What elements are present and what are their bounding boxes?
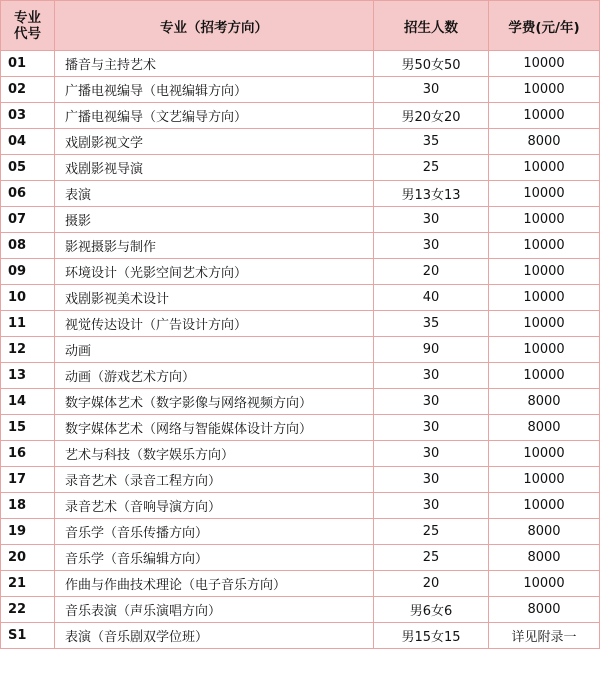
- cell-major: 广播电视编导（文艺编导方向）: [55, 103, 374, 129]
- cell-tuition: 10000: [489, 467, 600, 493]
- cell-tuition: 8000: [489, 597, 600, 623]
- cell-enrollment: 30: [374, 441, 489, 467]
- cell-code: S1: [1, 623, 55, 649]
- cell-major: 戏剧影视导演: [55, 155, 374, 181]
- cell-tuition: 10000: [489, 285, 600, 311]
- cell-enrollment: 男15女15: [374, 623, 489, 649]
- cell-tuition: 8000: [489, 389, 600, 415]
- table-row: [1, 363, 600, 389]
- cell-major: 音乐学（音乐编辑方向）: [55, 545, 374, 571]
- cell-enrollment: 男13女13: [374, 181, 489, 207]
- cell-enrollment: 25: [374, 519, 489, 545]
- cell-code: 08: [1, 233, 55, 259]
- header-tuition: 学费(元/年): [489, 1, 600, 51]
- cell-tuition: 10000: [489, 155, 600, 181]
- cell-tuition: 10000: [489, 207, 600, 233]
- cell-enrollment: 90: [374, 337, 489, 363]
- table-row: [1, 597, 600, 623]
- cell-enrollment: 30: [374, 207, 489, 233]
- cell-major: 数字媒体艺术（网络与智能媒体设计方向）: [55, 415, 374, 441]
- table-row: [1, 233, 600, 259]
- cell-tuition: 8000: [489, 129, 600, 155]
- cell-tuition: 10000: [489, 259, 600, 285]
- cell-major: 作曲与作曲技术理论（电子音乐方向）: [55, 571, 374, 597]
- cell-enrollment: 25: [374, 155, 489, 181]
- cell-major: 摄影: [55, 207, 374, 233]
- cell-code: 01: [1, 51, 55, 77]
- header-code: [1, 1, 55, 51]
- cell-code: 04: [1, 129, 55, 155]
- cell-code: 16: [1, 441, 55, 467]
- cell-enrollment: 20: [374, 571, 489, 597]
- cell-code: 19: [1, 519, 55, 545]
- cell-major: 广播电视编导（电视编辑方向）: [55, 77, 374, 103]
- table-row: [1, 415, 600, 441]
- cell-code: 03: [1, 103, 55, 129]
- cell-major: 音乐表演（声乐演唱方向）: [55, 597, 374, 623]
- cell-code: 21: [1, 571, 55, 597]
- cell-code: 20: [1, 545, 55, 571]
- cell-enrollment: 25: [374, 545, 489, 571]
- cell-code: 17: [1, 467, 55, 493]
- cell-major: 视觉传达设计（广告设计方向）: [55, 311, 374, 337]
- table-row: [1, 51, 600, 77]
- cell-tuition: 详见附录一: [489, 623, 600, 649]
- cell-major: 动画（游戏艺术方向）: [55, 363, 374, 389]
- table-row: [1, 467, 600, 493]
- cell-tuition: 10000: [489, 103, 600, 129]
- cell-tuition: 10000: [489, 441, 600, 467]
- cell-enrollment: 男50女50: [374, 51, 489, 77]
- table-header: [1, 1, 600, 51]
- cell-major: 录音艺术（录音工程方向）: [55, 467, 374, 493]
- table-row: [1, 129, 600, 155]
- cell-code: 09: [1, 259, 55, 285]
- cell-enrollment: 35: [374, 129, 489, 155]
- table-row: [1, 493, 600, 519]
- cell-enrollment: 40: [374, 285, 489, 311]
- table-row: [1, 181, 600, 207]
- cell-major: 戏剧影视文学: [55, 129, 374, 155]
- cell-tuition: 10000: [489, 337, 600, 363]
- cell-enrollment: 30: [374, 77, 489, 103]
- cell-code: 14: [1, 389, 55, 415]
- cell-major: 数字媒体艺术（数字影像与网络视频方向）: [55, 389, 374, 415]
- cell-code: 12: [1, 337, 55, 363]
- cell-code: 18: [1, 493, 55, 519]
- cell-code: 07: [1, 207, 55, 233]
- cell-tuition: 8000: [489, 545, 600, 571]
- cell-enrollment: 男20女20: [374, 103, 489, 129]
- table-row: [1, 259, 600, 285]
- cell-tuition: 10000: [489, 51, 600, 77]
- cell-tuition: 10000: [489, 493, 600, 519]
- table-row: [1, 103, 600, 129]
- table-row: [1, 207, 600, 233]
- cell-major: 动画: [55, 337, 374, 363]
- cell-enrollment: 35: [374, 311, 489, 337]
- cell-code: 11: [1, 311, 55, 337]
- cell-tuition: 10000: [489, 311, 600, 337]
- cell-major: 环境设计（光影空间艺术方向）: [55, 259, 374, 285]
- cell-tuition: 8000: [489, 415, 600, 441]
- table-row: [1, 311, 600, 337]
- cell-enrollment: 男6女6: [374, 597, 489, 623]
- cell-major: 表演: [55, 181, 374, 207]
- table-row: [1, 519, 600, 545]
- table-row: [1, 441, 600, 467]
- cell-tuition: 10000: [489, 571, 600, 597]
- cell-tuition: 10000: [489, 181, 600, 207]
- cell-code: 05: [1, 155, 55, 181]
- cell-enrollment: 30: [374, 233, 489, 259]
- cell-code: 06: [1, 181, 55, 207]
- cell-enrollment: 30: [374, 493, 489, 519]
- table-row: [1, 77, 600, 103]
- cell-major: 播音与主持艺术: [55, 51, 374, 77]
- cell-major: 录音艺术（音响导演方向）: [55, 493, 374, 519]
- cell-major: 音乐学（音乐传播方向）: [55, 519, 374, 545]
- table-row: [1, 285, 600, 311]
- table-row: [1, 155, 600, 181]
- header-code-line2: 代号: [14, 25, 41, 42]
- cell-enrollment: 30: [374, 415, 489, 441]
- cell-tuition: 8000: [489, 519, 600, 545]
- cell-code: 15: [1, 415, 55, 441]
- table-row: [1, 571, 600, 597]
- cell-tuition: 10000: [489, 77, 600, 103]
- cell-code: 22: [1, 597, 55, 623]
- cell-tuition: 10000: [489, 233, 600, 259]
- table-row: [1, 623, 600, 649]
- cell-enrollment: 30: [374, 389, 489, 415]
- cell-major: 艺术与科技（数字娱乐方向）: [55, 441, 374, 467]
- table-row: [1, 389, 600, 415]
- cell-major: 表演（音乐剧双学位班）: [55, 623, 374, 649]
- cell-code: 02: [1, 77, 55, 103]
- cell-major: 影视摄影与制作: [55, 233, 374, 259]
- cell-major: 戏剧影视美术设计: [55, 285, 374, 311]
- cell-enrollment: 30: [374, 363, 489, 389]
- header-code-line1: 专业: [14, 9, 41, 26]
- table-row: [1, 337, 600, 363]
- cell-tuition: 10000: [489, 363, 600, 389]
- cell-enrollment: 30: [374, 467, 489, 493]
- table-row: [1, 545, 600, 571]
- cell-enrollment: 20: [374, 259, 489, 285]
- header-row: [1, 1, 600, 51]
- cell-code: 13: [1, 363, 55, 389]
- header-major: 专业（招考方向）: [55, 1, 374, 51]
- header-enrollment: 招生人数: [374, 1, 489, 51]
- cell-code: 10: [1, 285, 55, 311]
- table-body: [1, 51, 600, 649]
